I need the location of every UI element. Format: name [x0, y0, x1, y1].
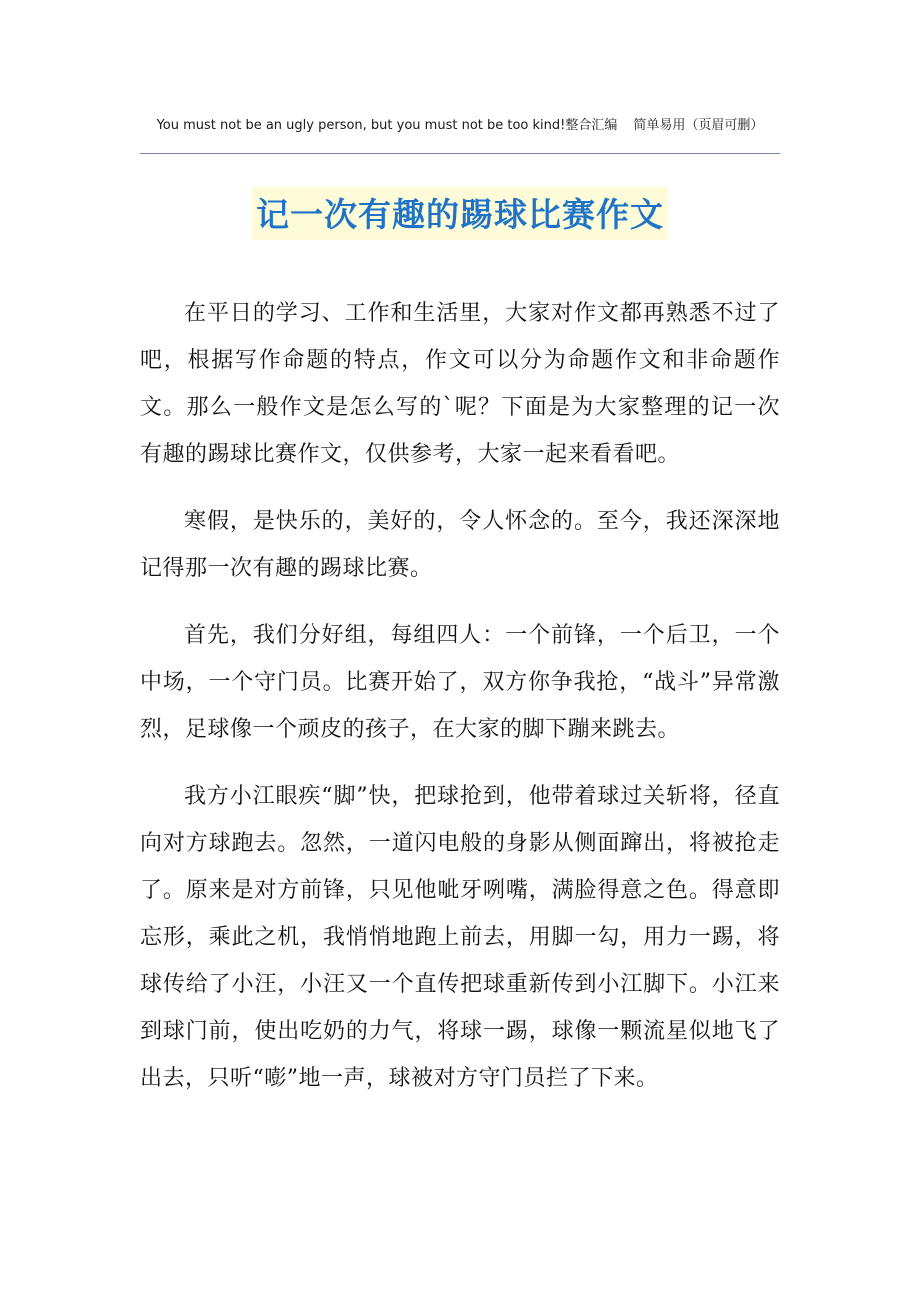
title-wrap — [0, 187, 920, 240]
paragraph-teams: 首先，我们分好组，每组四人：一个前锋，一个后卫，一个中场，一个守门员。比赛开始了，双方你争我抢，“战斗”异常激烈，足球像一个顽皮的孩子，在大家的脚下蹦来跳去。 — [140, 623, 780, 742]
header-english-text: You must not be an ugly person, but you must not be too kind!整合汇编 — [156, 118, 618, 133]
paragraph-winter-break: 寒假，是快乐的，美好的，令人怀念的。至今，我还深深地记得那一次有趣的踢球比赛。 — [140, 509, 780, 581]
document-title: 记一次有趣的踢球比赛作文 — [252, 187, 668, 240]
paragraph-match: 我方小江眼疾“脚”快，把球抢到，他带着球过关斩将，径直向对方球跑去。忽然，一道闪电般的身影从侧面蹿出，将被抢走了。原来是对方前锋，只见他呲牙咧嘴，满脸得意之色。得意即忘形，乘此之机，我悄悄地跑上前去，用脚一勾，用力一踢，将球传给了小汪，小汪又一个直传把球重新传到小江脚下。小江来到球门前，使出吃奶的力气，将球一踢，球像一颗流星似地飞了出去，只听“嘭”地一声，球被对方守门员拦了下来。 — [140, 784, 780, 1091]
header-note: 简单易用（页眉可删） — [633, 118, 764, 133]
paragraph-intro: 在平日的学习、工作和生活里，大家对作文都再熟悉不过了吧，根据写作命题的特点，作文可以分为命题作文和非命题作文。那么一般作文是怎么写的`呢？下面是为大家整理的记一次有趣的踢球比赛作文，仅供参考，大家一起来看看吧。 — [140, 301, 780, 467]
document-body — [140, 290, 780, 1122]
header-divider — [140, 153, 780, 154]
page-header — [0, 114, 920, 133]
